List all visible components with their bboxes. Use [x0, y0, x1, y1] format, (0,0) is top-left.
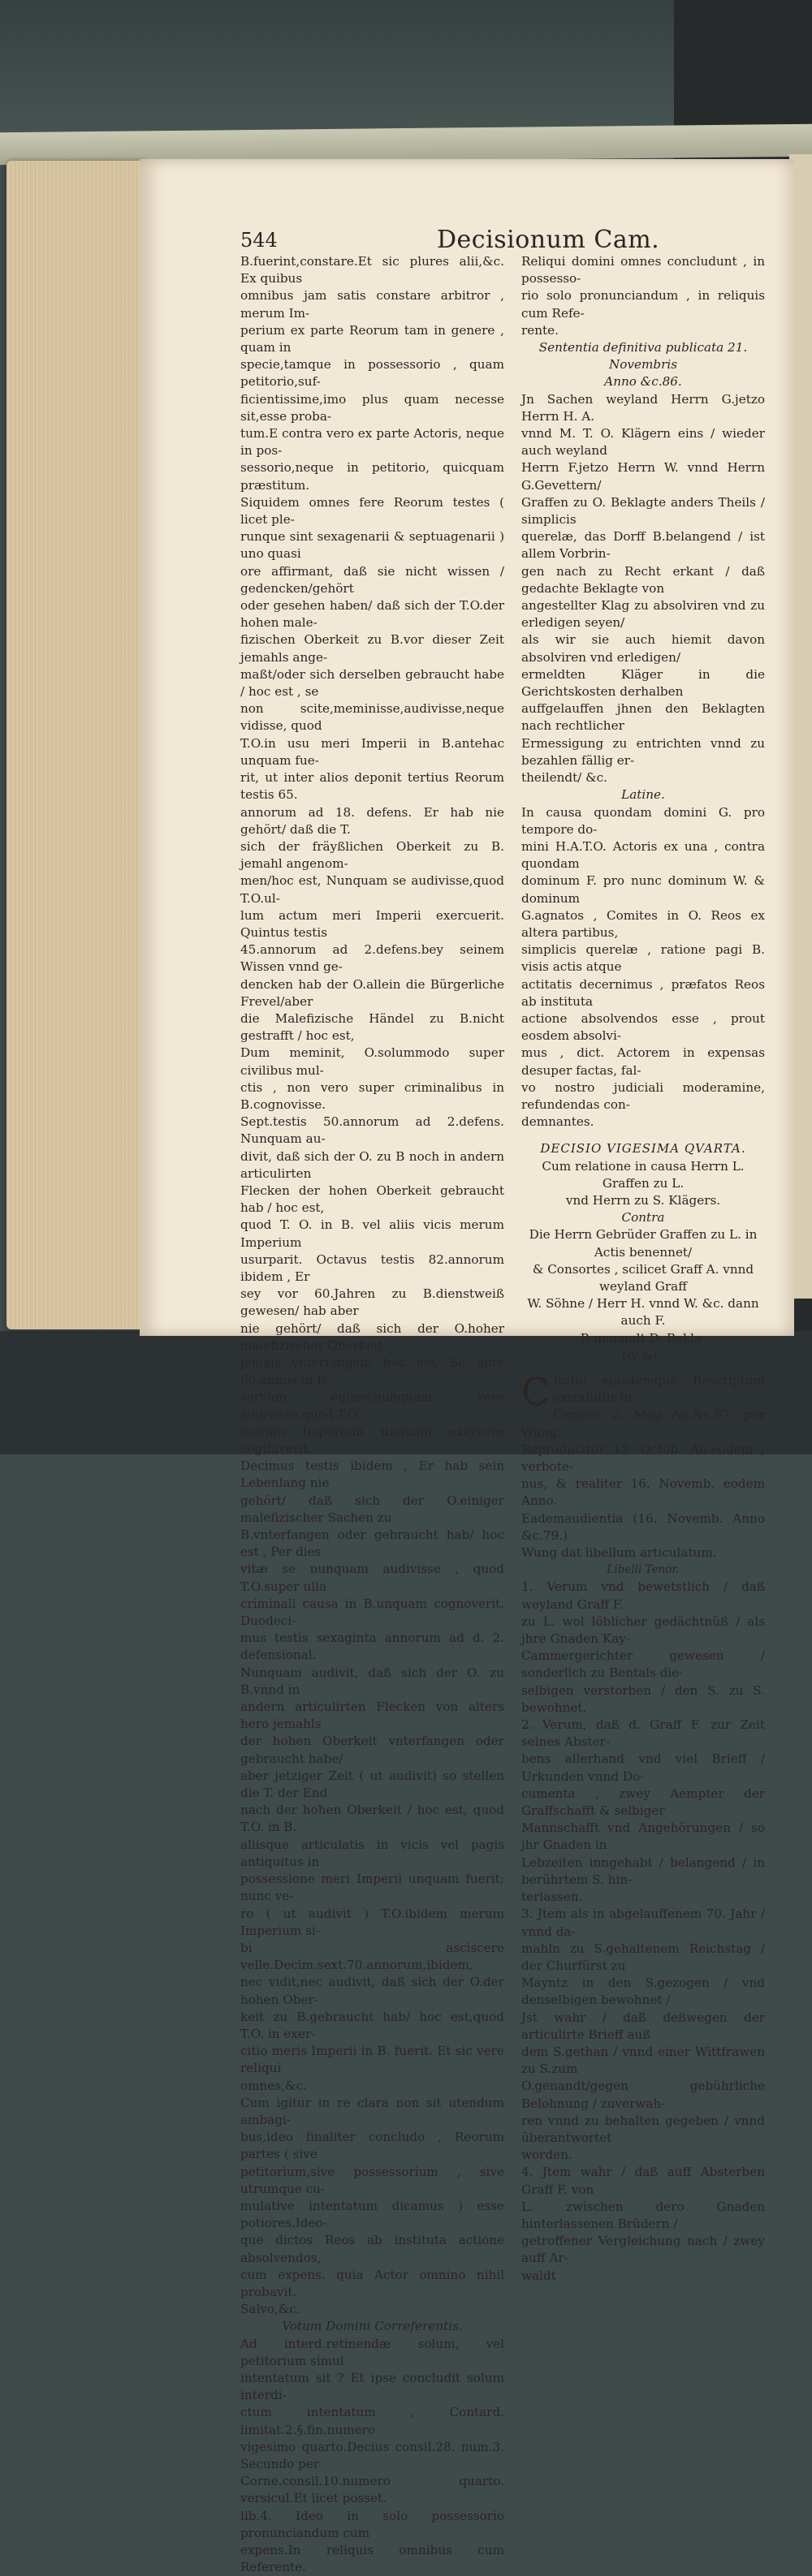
- text-line: Graffen zu O. Beklagte anders Theils / simplicis: [521, 494, 765, 528]
- text-line: B.vnterfangen oder gebraucht hab/ hoc est , Per dies: [240, 1527, 504, 1560]
- text-line: specie,tamque in possessorio , quam petitorio,suf-: [240, 357, 504, 390]
- text-line: Mayntz in den S.gezogen / vnd denselbigen bewohnet /: [521, 1975, 765, 2008]
- text-line: 4. Jtem wahr / daß auff Absterben Graff F. von: [521, 2165, 765, 2197]
- articles-text: [521, 1579, 765, 2284]
- contra-heading: Contra: [621, 1210, 665, 1226]
- text-line: te/ &c.: [622, 1347, 664, 1363]
- text-line: perium ex parte Reorum tam in genere , quam in: [240, 322, 504, 355]
- citatio-text: [521, 1372, 765, 1562]
- text-line: lib.4. Ideo in solo possessorio pronunciandum cum: [240, 2508, 504, 2540]
- text-line: ren vnnd zu behalten gegeben / vnnd überantwortet: [521, 2113, 765, 2145]
- german-sentence: [521, 391, 765, 787]
- text-line: usurparit. Octavus testis 82.annorum ibidem , Er: [240, 1251, 504, 1284]
- text-line: Siquidem omnes fere Reorum testes ( licet ple-: [240, 494, 504, 528]
- left-column-text: [240, 253, 504, 2318]
- text-line: Jn Sachen weyland Herrn G.jetzo Herrn H. A.: [521, 391, 765, 424]
- text-line: mus , dict. Actorem in expensas desuper factas, fal-: [521, 1045, 765, 1078]
- text-line: demnantes.: [521, 1114, 594, 1130]
- text-line: Itatio ejusdemque Rescriptum extrahitur in: [553, 1373, 765, 1406]
- text-line: fizischen Oberkeit zu B.vor dieser Zeit jemahls ange-: [240, 632, 504, 665]
- text-line: Decimus testis ibidem , Er hab sein Lebenlang nie: [240, 1458, 504, 1491]
- text-line: 2. Verum, daß d. Graff F. zur Zeit seines Abster-: [521, 1717, 765, 1750]
- text-line: mulative intentatum dicamus ) esse potiores.Ideo-: [240, 2198, 504, 2231]
- text-line: querelæ, das Dorff B.belangend / ist allem Vorbrin-: [521, 529, 765, 562]
- text-line: zu L. wol löblicher gedächtnüß / als jhre Gnaden Kay-: [521, 1613, 765, 1647]
- text-line: servum egisse,nunquam vero audivisse,quod T.O.: [240, 1389, 504, 1422]
- text-line: ctum intentatum , Contard. limitat.2.§.fin.numero: [240, 2405, 504, 2437]
- sententia-heading: Sententia definitiva publicata 21. Novembris: [538, 340, 748, 373]
- text-line: Cum igitur in re clara non sit utendum ambagi-: [240, 2095, 504, 2127]
- text-line: cum expens. quia Actor omnino nihil probavit.: [240, 2267, 504, 2299]
- latine-heading: Latine.: [621, 787, 665, 803]
- text-line: selbigen verstorben / den S. zu S. bewohnet.: [521, 1682, 765, 1715]
- text-line: 45.annorum ad 2.defens.bey seinem Wissen vnnd ge-: [240, 942, 504, 975]
- text-line: & Consortes , scilicet Graff A. vnnd weyland Graff: [532, 1261, 754, 1294]
- text-line: Eademaudientia (16. Novemb. Anno &c.79.): [521, 1510, 765, 1543]
- text-line: quod T. O. in B. vel aliis vicis merum Imperium: [240, 1217, 504, 1250]
- text-line: Cammergerichter gewesen / sonderlich zu Bentals die-: [521, 1648, 765, 1681]
- citatio-block: [521, 1372, 765, 1562]
- text-line: simplicis querelæ , ratione pagi B. visis actis atque: [521, 942, 765, 975]
- text-line: nach der hohen Oberkeit / hoc est, quod T.O. in B.: [240, 1803, 504, 1835]
- text-line: Wung dat libellum articulatum.: [521, 1545, 717, 1561]
- text-line: Mannschafft vnd Angehörungen / so jhr Gnaden in: [521, 1820, 765, 1853]
- text-line: In causa quondam domini G. pro tempore do-: [521, 804, 765, 837]
- text-line: sessorio,neque in petitorio, quicquam præstitum.: [240, 460, 504, 493]
- text-line: Sept.testis 50.annorum ad 2.defens. Nunquam au-: [240, 1114, 504, 1147]
- text-line: Reproducitur 13. Octob. An.eodem , verbote-: [521, 1441, 765, 1475]
- text-line: jemals vnterfangen/ hoc est, Se ante 60.annos in B.: [240, 1355, 504, 1388]
- text-line: Ermessigung zu entrichten vnnd zu bezahlen fällig er-: [521, 735, 765, 768]
- left-column: [240, 253, 504, 2576]
- text-line: vo nostro judiciali moderamine, refundendas con-: [521, 1079, 765, 1112]
- text-line: 1. Verum vnd bewetstlich / daß weyland Graff F.: [521, 1579, 765, 1612]
- text-line: T.O.in usu meri Imperii in B.antehac unquam fue-: [240, 735, 504, 768]
- book-page-edges: [6, 161, 146, 1329]
- text-line: O.genandt/gegen gebührliche Belohnung / zuverwah-: [521, 2078, 765, 2111]
- running-head: Decisionum Cam.: [437, 226, 660, 254]
- text-line: bus,ideo finaliter concludo , Reorum partes ( sive: [240, 2130, 504, 2162]
- text-line: Salvo,&c.: [240, 2302, 300, 2317]
- text-line: gen nach zu Recht erkant / daß gedachte Beklagte von: [521, 563, 765, 596]
- drop-cap: C: [521, 1370, 551, 1414]
- parties-text: [521, 1226, 765, 1364]
- text-line: Dum meminit, O.solummodo super civilibus mul-: [240, 1045, 504, 1078]
- sententia-date: Anno &c.86.: [604, 374, 682, 390]
- right-column: [521, 253, 765, 2285]
- text-line: dominum F. pro nunc dominum W. & dominum: [521, 873, 765, 906]
- text-line: bens allerhand vnd viel Brieff / Urkunden vnnd Do-: [521, 1751, 765, 1784]
- text-line: rio solo pronunciandum , in reliquis cum Refe-: [521, 288, 765, 321]
- text-line: merum Imperium unquam exercere cogitaverit.: [240, 1424, 504, 1457]
- text-line: worden.: [521, 2147, 572, 2163]
- text-line: Lebzeiten inngehabt / belangend / in berührtem S. hin-: [521, 1854, 765, 1887]
- text-line: ficientissime,imo plus quam necesse sit,esse proba-: [240, 391, 504, 424]
- text-line: intentatum sit ? Et ipse concludit solum interdi-: [240, 2370, 504, 2403]
- text-line: rit, ut inter alios deponit tertius Reorum testis 65.: [240, 770, 504, 803]
- text-line: 3. Jtem als in abgelauffenem 70. Jahr / vnnd da-: [521, 1906, 765, 1939]
- text-line: Reliqui domini omnes concludunt , in possesso-: [521, 254, 765, 286]
- text-line: oder gesehen haben/ daß sich der T.O.der hohen male-: [240, 598, 504, 631]
- text-line: petitorium,sive possessorium , sive utrumque cu-: [240, 2164, 504, 2196]
- text-line: nie gehört/ daß sich der O.hoher malefizischer Oberkeit: [240, 1320, 504, 1353]
- text-line: omnibus jam satis constare arbitror , merum Im-: [240, 288, 504, 321]
- text-line: Die Herrn Gebrüder Graffen zu L. in Actis benennet/: [529, 1227, 758, 1260]
- text-line: non scite,meminisse,audivisse,neque vidisse, quod: [240, 701, 504, 734]
- decisio-title: DECISIO VIGESIMA QVARTA.: [540, 1141, 746, 1157]
- text-line: possessione meri Imperii unquam fuerit; nunc ve-: [240, 1872, 504, 1904]
- text-line: cumenta , zwey Aempter der Graffschafft & selbiger: [521, 1786, 765, 1819]
- text-line: omnes,&c.: [240, 2078, 307, 2093]
- text-line: mahln zu S.gehaltenem Reichstag / der Churfürst zu: [521, 1941, 765, 1973]
- text-line: vnnd M. T. O. Klägern eins / wieder auch weyland: [521, 426, 765, 459]
- text-line: ctis , non vero super criminalibus in B.cognovisse.: [240, 1079, 504, 1112]
- text-line: mus testis sexaginta annorum ad d. 2. defensional.: [240, 1630, 504, 1663]
- text-line: Camera 2. Maij An.&c.97. per Wung.: [521, 1407, 765, 1440]
- text-line: getroffener Vergleichung nach / zwey auff Ar-: [521, 2234, 765, 2266]
- latin-sentence: [521, 804, 765, 1131]
- text-line: nus, & realiter 16. Novemb. eodem Anno.: [521, 1476, 765, 1509]
- text-line: men/hoc est, Nunquam se audivisse,quod T.O.ul-: [240, 873, 504, 906]
- text-line: keit zu B.gebraucht hab/ hoc est,quod T.O. in exer-: [240, 2009, 504, 2041]
- text-line: Ad interd.retinendæ solum, vel petitorium simul: [240, 2336, 504, 2368]
- votum-heading: Votum Domini Correferentis.: [282, 2319, 463, 2334]
- relatione-text: [521, 1158, 765, 1210]
- text-line: vnd Herrn zu S. Klägers.: [565, 1192, 721, 1208]
- text-line: auffgelauffen jhnen den Beklagten nach rechtlicher: [521, 701, 765, 734]
- text-line: expens.In reliquis omnibus cum Referente.: [240, 2543, 504, 2575]
- page-header: [240, 226, 760, 256]
- text-line: rente.: [521, 322, 559, 338]
- text-line: die Malefizische Händel zu B.nicht gestrafft / hoc est,: [240, 1010, 504, 1044]
- text-line: terlassen.: [521, 1889, 583, 1905]
- text-line: als wir sie auch hiemit davon absolviren vnd erledigen/: [521, 632, 765, 665]
- text-line: waldt: [521, 2268, 556, 2283]
- text-line: vitæ se nunquam audivisse , quod T.O.super ulla: [240, 1562, 504, 1594]
- text-line: P. genandt D. Bekla-: [580, 1330, 706, 1346]
- text-line: annorum ad 18. defens. Er hab nie gehört/ daß die T.: [240, 804, 504, 837]
- text-line: angestellter Klag zu absolviren vnd zu erledigen seyen/: [521, 598, 765, 631]
- text-line: aliisque articulatis in vicis vel pagis antiquitus in: [240, 1837, 504, 1869]
- text-line: actitatis decernimus , præfatos Reos ab instituta: [521, 976, 765, 1009]
- text-line: aber jetziger Zeit ( ut audivit) so stellen die T. der End: [240, 1768, 504, 1801]
- text-line: andern articulirten Flecken von alters hero jemahls: [240, 1699, 504, 1732]
- text-line: L. zwischen dero Gnaden hinterlassenen Brüdern /: [521, 2199, 765, 2231]
- text-line: runque sint sexagenarii & septuagenarii ) uno quasi: [240, 529, 504, 562]
- text-line: Herrn F.jetzo Herrn W. vnnd Herrn G.Gevettern/: [521, 460, 765, 493]
- text-line: mini H.A.T.O. Actoris ex una , contra quondam: [521, 838, 765, 872]
- text-line: der hohen Oberkeit vnterfangen oder gebraucht habe/: [240, 1734, 504, 1766]
- conclusion-text: [521, 253, 765, 339]
- text-line: G.agnatos , Comites in O. Reos ex altera partibus,: [521, 907, 765, 940]
- text-line: Corne.consil.10.numero quarto. versicul.Et licet posset.: [240, 2474, 504, 2506]
- text-line: Flecken der hohen Oberkeit gebraucht hab / hoc est,: [240, 1182, 504, 1216]
- text-line: divit, daß sich der O. zu B noch in andern articulirten: [240, 1148, 504, 1181]
- text-line: tum.E contra vero ex parte Actoris, neque in pos-: [240, 426, 504, 459]
- text-line: maßt/oder sich derselben gebraucht habe / hoc est , se: [240, 666, 504, 700]
- text-line: ore affirmant, daß sie nicht wissen / gedencken/gehört: [240, 563, 504, 596]
- text-line: bi asciscere velle.Decim.sext.70.annorum,ibidem,: [240, 1940, 504, 1973]
- text-line: sey vor 60.Jahren zu B.dienstweiß gewesen/ hab aber: [240, 1286, 504, 1319]
- text-line: sich der fräyßlichen Oberkeit zu B. jemahl angenom-: [240, 838, 504, 872]
- text-line: lum actum meri Imperii exercuerit. Quintus testis: [240, 907, 504, 940]
- text-line: ro ( ut audivit ) T.O.ibidem merum Imperium si-: [240, 1906, 504, 1938]
- text-line: theilendt/ &c.: [521, 770, 607, 786]
- text-line: Nunquam audivit, daß sich der O. zu B.vnnd in: [240, 1665, 504, 1697]
- text-line: nec vidit,nec audivit, daß sich der O.der hohen Ober-: [240, 1975, 504, 2007]
- text-line: dem S.gethan / vnnd einer Wittfrawen zu S.zum: [521, 2044, 765, 2077]
- text-line: ermeldten Kläger in die Gerichtskosten derhalben: [521, 666, 765, 700]
- text-line: Jst wahr / daß deßwegen der articulirte Brieff auß: [521, 2010, 765, 2042]
- text-line: B.fuerint,constare.Et sic plures alii,&c. Ex quibus: [240, 254, 504, 286]
- text-line: dencken hab der O.allein die Bürgerliche Frevel/aber: [240, 976, 504, 1009]
- votum-text: [240, 2336, 504, 2576]
- text-line: criminali causa in B.unquam cognoverit. Duodeci-: [240, 1596, 504, 1629]
- text-line: que dictos Reos ab instituta actione absolvendos,: [240, 2233, 504, 2265]
- book-page: [140, 159, 794, 2575]
- text-line: gehört/ daß sich der O.einiger malefizischer Sachen zu: [240, 1493, 504, 1525]
- text-line: W. Söhne / Herr H. vnnd W. &c. dann auch F.: [527, 1296, 759, 1329]
- text-line: actione absolvendos esse , prout eosdem absolvi-: [521, 1010, 765, 1044]
- text-line: citio meris Imperii in B. fuerit. Et sic vere reliqui: [240, 2044, 504, 2076]
- libelli-heading: Libelli Tenor.: [607, 1563, 680, 1577]
- page-number: 544: [240, 229, 278, 252]
- text-line: Cum relatione in causa Herrn L. Graffen zu L.: [542, 1158, 745, 1191]
- text-line: vigesimo quarto.Decius consil.28. num.3. Secundo per: [240, 2439, 504, 2471]
